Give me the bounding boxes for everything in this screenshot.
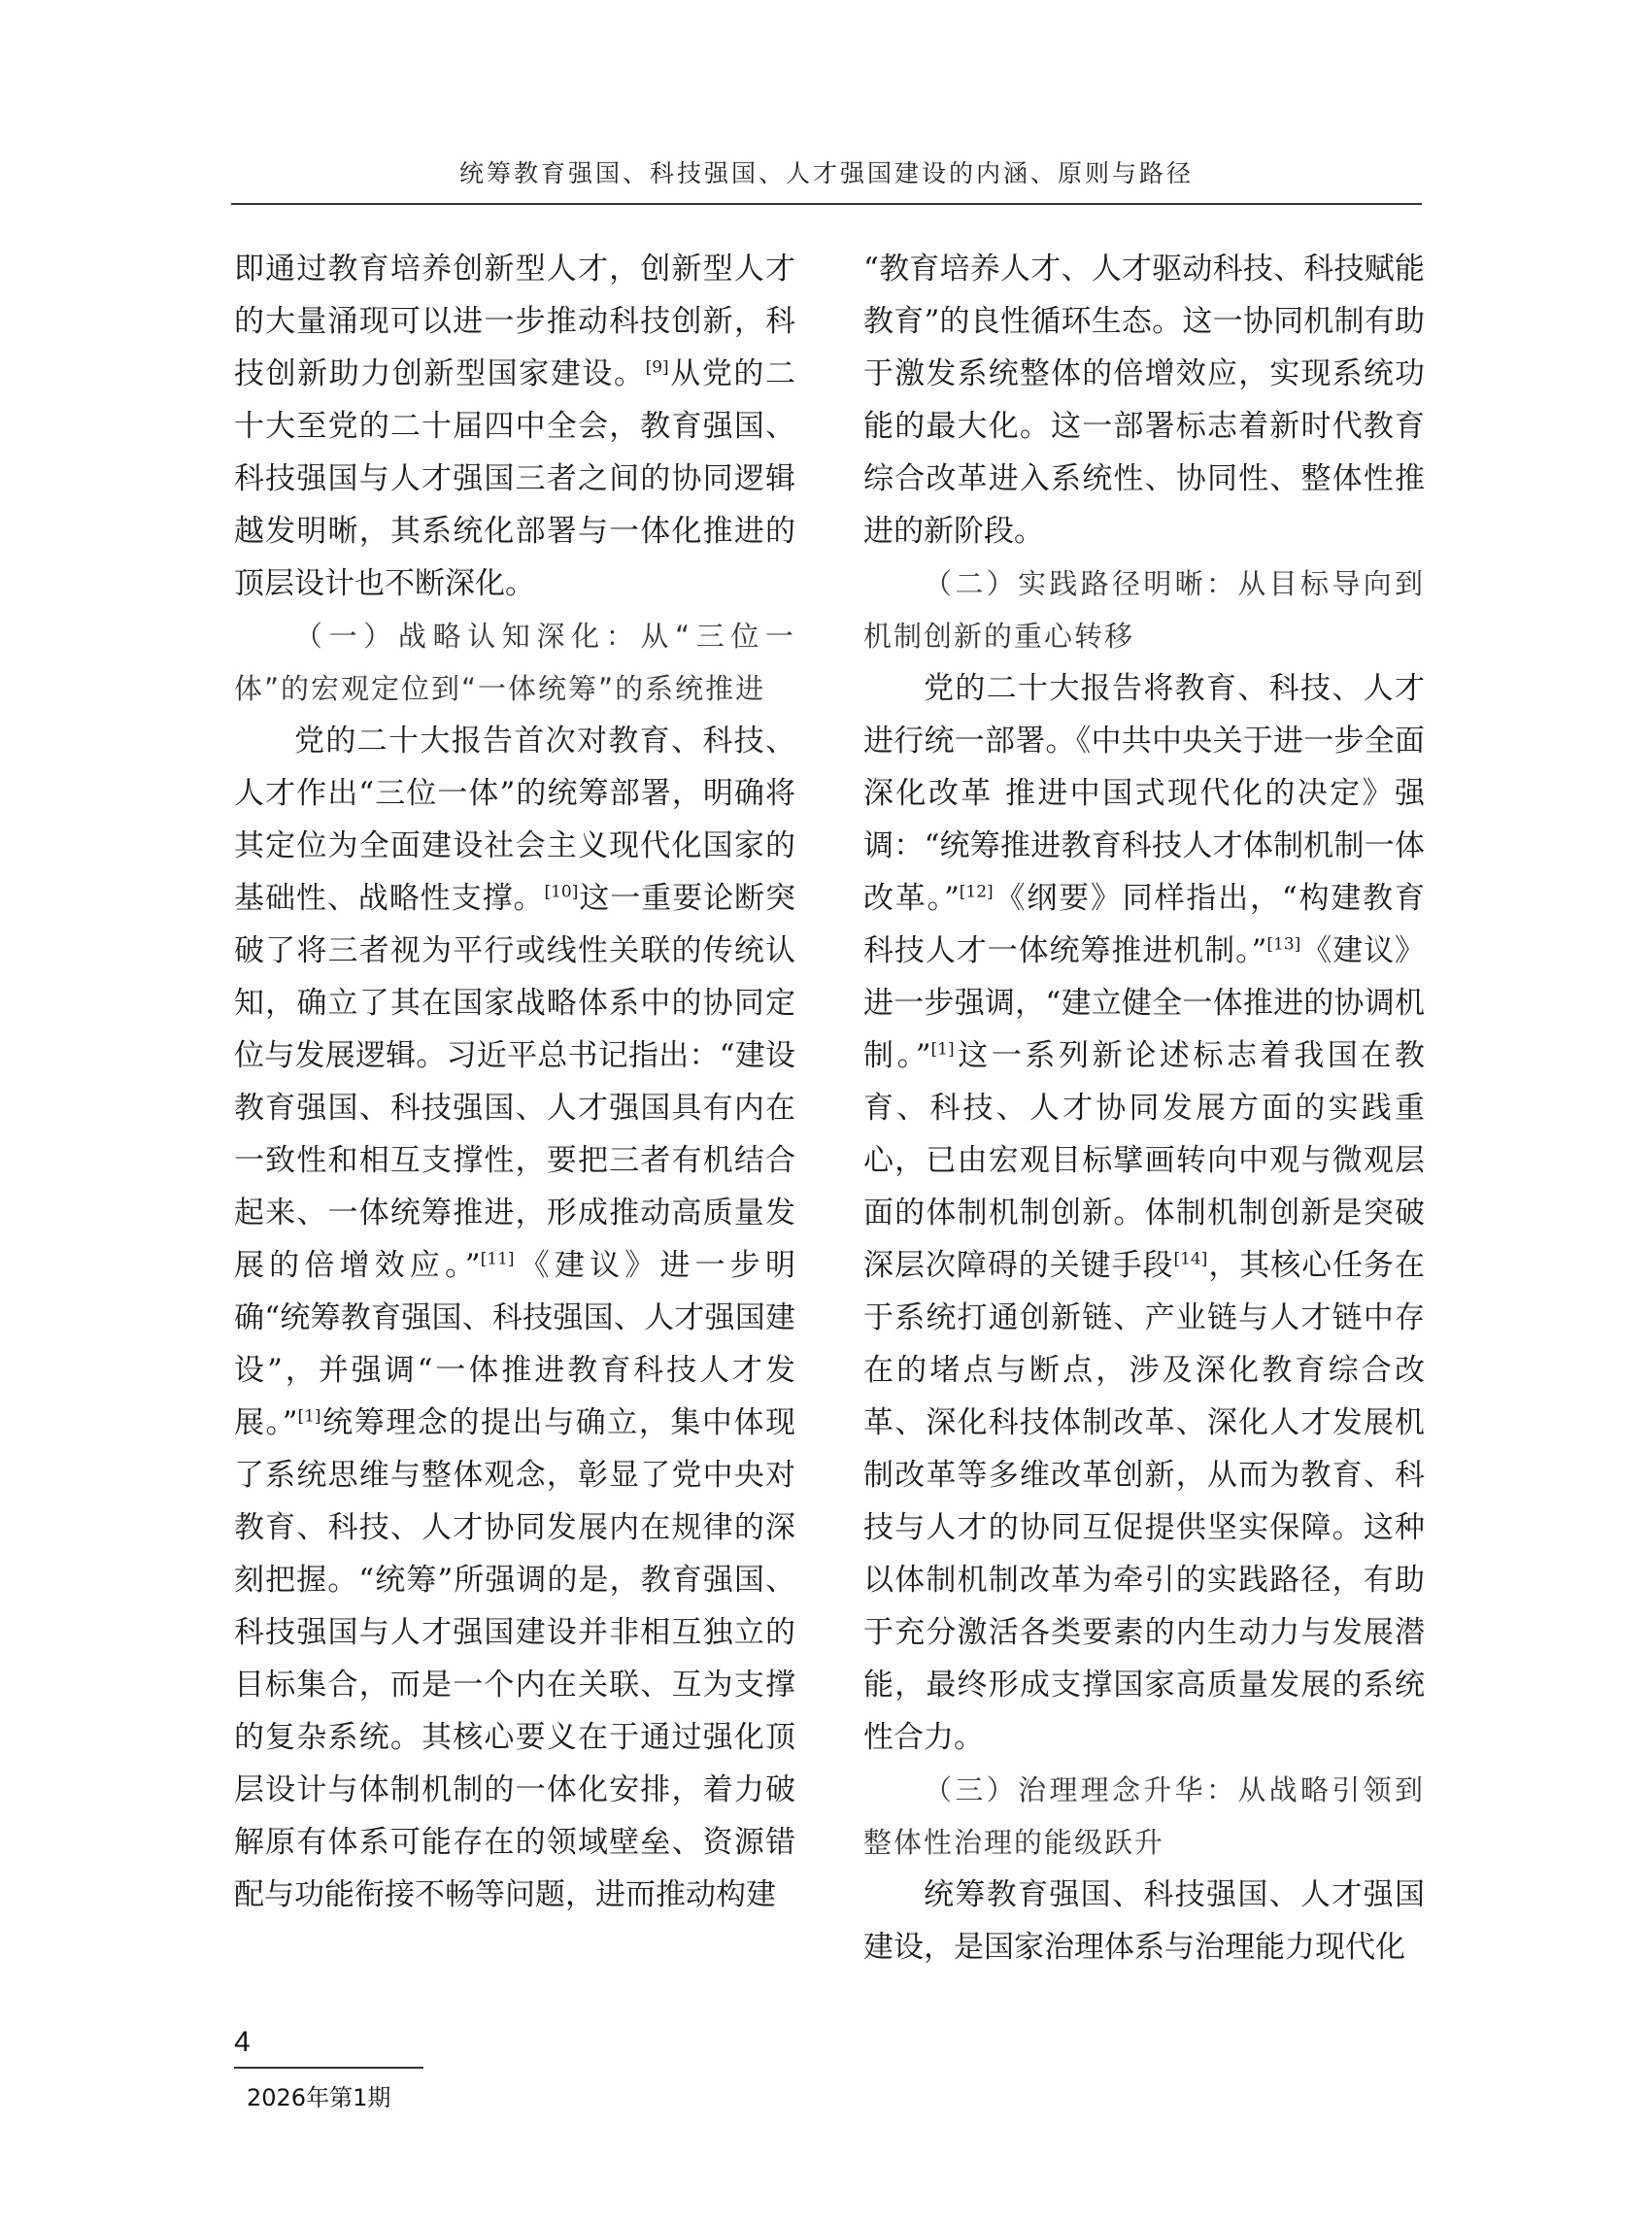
text-run: 《建议》进一步强调，“建立健全一体推进的协调机制。” (863, 933, 1425, 1073)
paragraph: “教育培养人才、人才驱动科技、科技赋能教育”的良性循环生态。这一协同机制有助于激发系统整体的倍增效应，实现系统功能的最大化。这一部署标志着新时代教育综合改革进入系统性、协同性、整体性推进的新阶段。 (863, 252, 1425, 549)
issue-label: 2026年第1期 (247, 2084, 391, 2111)
section-subheading: （二）实践路径明晰：从目标导向到机制创新的重心转移 (863, 567, 1425, 653)
right-column (863, 243, 1425, 1973)
section-subheading: （三）治理理念升华：从战略引领到整体性治理的能级跃升 (863, 1773, 1425, 1859)
text-run: 《纲要》同样指出，“构建教育科技人才一体统筹推进机制。” (863, 881, 1425, 968)
text-run: 党的二十大报告将教育、科技、人才进行统一部署。《中共中央关于进一步全面深化改革 推进中国式现代化的决定》强调：“统筹推进教育科技人才体制机制一体改革。” (863, 671, 1425, 916)
citation-ref: [11] (480, 1249, 515, 1269)
text-run: 党的二十大报告首次对教育、科技、人才作出“三位一体”的统筹部署，明确将其定位为全面建设社会主义现代化国家的基础性、战略性支撑。 (234, 724, 795, 916)
section-subheading: （一）战略认知深化：从“三位一体”的宏观定位到“一体统筹”的系统推进 (234, 620, 795, 705)
text-run: ，其核心任务在于系统打通创新链、产业链与人才链中存在的堵点与断点，涉及深化教育综合改革、深化科技体制改革、深化人才发展机制改革等多维改革创新，从而为教育、科技与人才的协同互促提供坚实保障。这种以体制机制改革为牵引的实践路径，有助于充分激活各类要素的内生动力与发展潜能，最终形成支撑国家高质量发展的系统性合力。 (863, 1248, 1426, 1755)
paragraph (863, 662, 1425, 1764)
left-column (234, 243, 795, 1921)
text-run: 这一重要论断突破了将三者视为平行或线性关联的传统认知，确立了其在国家战略体系中的协同定位与发展逻辑。习近平总书记指出：“建设教育强国、科技强国、人才强国具有内在一致性和相互支撑性，要把三者有机结合起来、一体统筹推进，形成推动高质量发展的倍增效应。” (234, 881, 796, 1283)
citation-ref: [9] (645, 357, 669, 378)
text-run: 这一系列新论述标志着我国在教育、科技、人才协同发展方面的实践重心，已由宏观目标擘画转向中观与微观层面的体制机制创新。体制机制创新是突破深层次障碍的关键手段 (863, 1038, 1425, 1283)
text-run: 从党的二十大至党的二十届四中全会，教育强国、科技强国与人才强国三者之间的协同逻辑越发明晰，其系统化部署与一体化推进的顶层设计也不断深化。 (234, 356, 796, 601)
paragraph (234, 243, 795, 610)
header-rule (231, 203, 1422, 205)
text-run: 统筹理念的提出与确立，集中体现了系统思维与整体观念，彰显了党中央对教育、科技、人才协同发展内在规律的深刻把握。“统筹”所强调的是，教育强国、科技强国与人才强国建设并非相互独立的目标集合，而是一个内在关联、互为支撑的复杂系统。其核心要义在于通过强化顶层设计与体制机制的一体化安排，着力破解原有体系可能存在的领域壁垒、资源错配与功能衔接不畅等问题，进而推动构建 (234, 1405, 796, 1912)
text-run: 即通过教育培养创新型人才，创新型人才的大量涌现可以进一步推动科技创新，科技创新助力创新型国家建设。 (234, 252, 795, 391)
paragraph (234, 715, 795, 1921)
citation-ref: [1] (930, 1039, 955, 1060)
citation-ref: [13] (1266, 934, 1301, 955)
paragraph: 统筹教育强国、科技强国、人才强国建设，是国家治理体系与治理能力现代化 (863, 1877, 1425, 1965)
citation-ref: [14] (1173, 1249, 1208, 1269)
citation-ref: [10] (544, 882, 579, 902)
text-run: 《建议》进一步明确“统筹教育强国、科技强国、人才强国建设”，并强调“一体推进教育科技人才发展。” (234, 1248, 795, 1440)
page-number: 4 (234, 2026, 251, 2058)
citation-ref: [1] (297, 1406, 321, 1427)
citation-ref: [12] (959, 882, 994, 902)
footer-rule (234, 2067, 423, 2069)
running-head: 统筹教育强国、科技强国、人才强国建设的内涵、原则与路径 (458, 159, 1194, 187)
